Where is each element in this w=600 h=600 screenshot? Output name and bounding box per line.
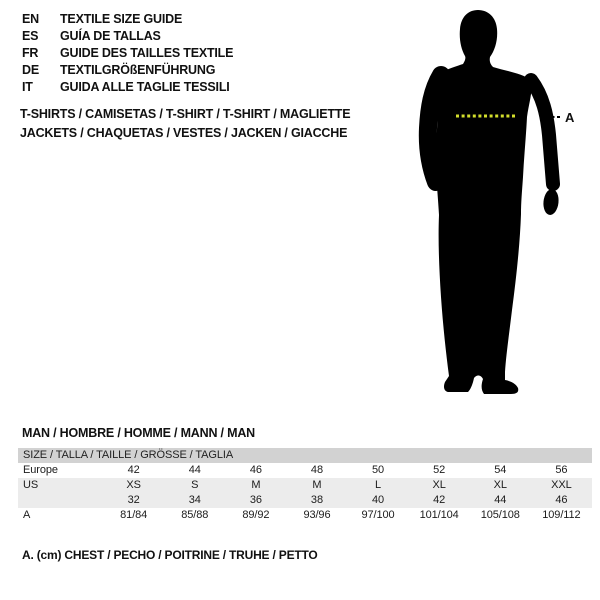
category-lines — [20, 105, 350, 143]
table-cell: 50 — [372, 464, 385, 476]
table-cell: S — [164, 478, 225, 493]
table-cell: XL — [409, 478, 470, 493]
table-cell: 38 — [286, 493, 347, 508]
table-cell: 97/100 — [361, 509, 395, 521]
table-cell: 44 — [470, 493, 531, 508]
table-cell: XS — [103, 478, 164, 493]
category-jackets: JACKETS / CHAQUETAS / VESTES / JACKEN / GIACCHE — [20, 126, 348, 140]
section-title: MAN / HOMBRE / HOMME / MANN / MAN — [22, 426, 255, 440]
table-cell: 32 — [103, 493, 164, 508]
measurement-footnote: A. (cm) CHEST / PECHO / POITRINE / TRUHE / PETTO — [22, 548, 318, 562]
language-row — [22, 79, 233, 96]
language-label: GUIDA ALLE TAGLIE TESSILI — [60, 80, 230, 94]
row-label: A — [23, 509, 31, 521]
language-label: TEXTILGRÖßENFÜHRUNG — [60, 63, 216, 77]
table-cell: 48 — [310, 464, 323, 476]
language-row — [22, 11, 233, 28]
table-cell: 101/104 — [419, 509, 459, 521]
language-label: TEXTILE SIZE GUIDE — [60, 12, 183, 26]
size-table-header: SIZE / TALLA / TAILLE / GRÖSSE / TAGLIA — [18, 448, 592, 463]
table-cell: 40 — [348, 493, 409, 508]
size-table-header-row — [18, 448, 592, 463]
man-silhouette — [428, 10, 560, 394]
language-code: FR — [22, 46, 39, 60]
table-cell: 44 — [188, 464, 201, 476]
table-cell: 54 — [494, 464, 507, 476]
language-list — [22, 11, 233, 96]
language-code: ES — [22, 29, 39, 43]
table-cell: 89/92 — [242, 509, 270, 521]
language-row — [22, 28, 233, 45]
table-cell: 81/84 — [120, 509, 148, 521]
table-cell: 85/88 — [181, 509, 209, 521]
table-cell: 46 — [249, 464, 262, 476]
measure-label-a: A — [565, 110, 575, 125]
table-cell: 34 — [164, 493, 225, 508]
table-cell: L — [348, 478, 409, 493]
language-code: EN — [22, 12, 39, 26]
table-cell: M — [286, 478, 347, 493]
man-silhouette-figure — [395, 0, 595, 400]
table-cell: 36 — [225, 493, 286, 508]
language-label: GUÍA DE TALLAS — [60, 29, 161, 43]
language-code: IT — [22, 80, 33, 94]
table-cell: 109/112 — [542, 509, 581, 521]
table-cell: 46 — [531, 493, 592, 508]
right-arm — [531, 80, 553, 184]
right-hand — [542, 188, 560, 215]
language-code: DE — [22, 63, 39, 77]
table-cell: 42 — [409, 493, 470, 508]
row-label — [18, 493, 103, 508]
language-label: GUIDE DES TAILLES TEXTILE — [60, 46, 234, 60]
table-row-numeric — [18, 493, 592, 508]
table-row-chest-a — [18, 508, 592, 523]
size-table — [18, 448, 592, 523]
table-cell: 52 — [433, 464, 446, 476]
table-cell: 42 — [127, 464, 140, 476]
language-row — [22, 62, 233, 79]
table-row-europe — [18, 463, 592, 478]
table-cell: XXL — [531, 478, 592, 493]
table-cell: 105/108 — [480, 509, 520, 521]
row-label: US — [18, 478, 103, 493]
row-label: Europe — [23, 464, 58, 476]
table-cell: 93/96 — [303, 509, 331, 521]
table-cell: XL — [470, 478, 531, 493]
category-tshirts: T-SHIRTS / CAMISETAS / T-SHIRT / T-SHIRT / MAGLIETTE — [20, 107, 351, 121]
table-cell: M — [225, 478, 286, 493]
table-row-us — [18, 478, 592, 493]
language-row — [22, 45, 233, 62]
table-cell: 56 — [555, 464, 568, 476]
